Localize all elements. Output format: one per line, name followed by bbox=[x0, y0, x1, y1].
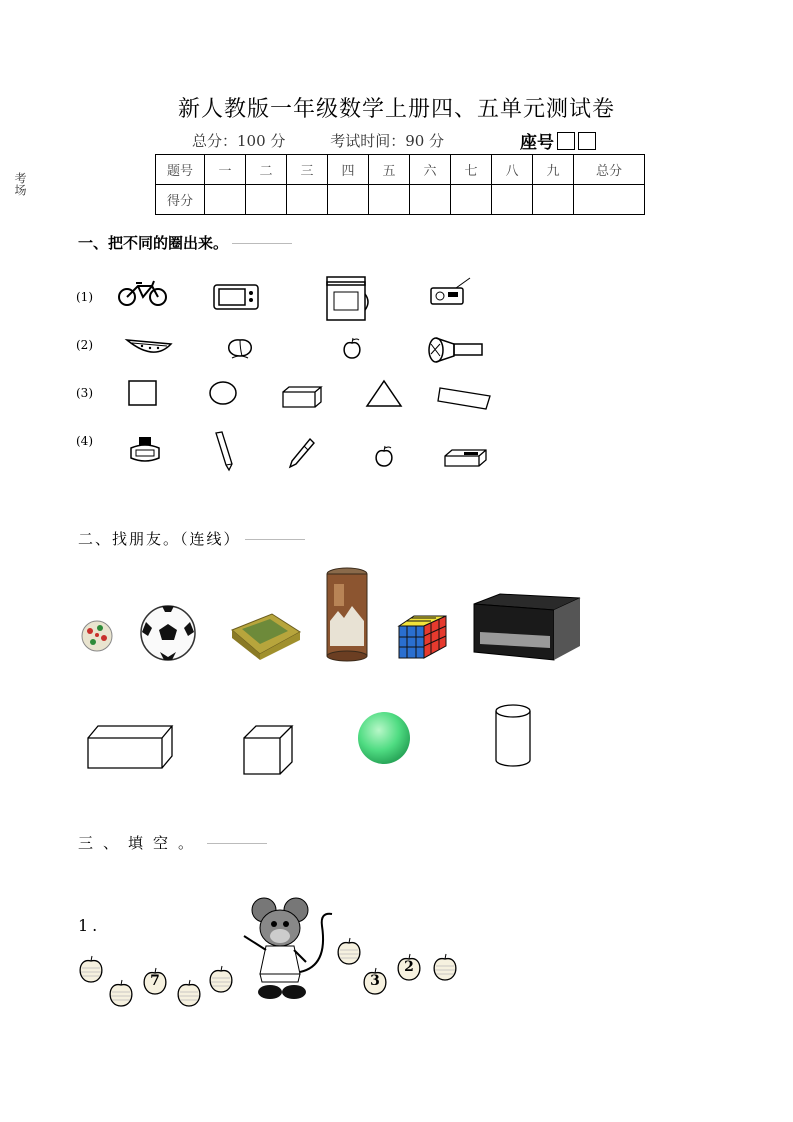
pen-icon[interactable] bbox=[286, 436, 316, 470]
table-cell: 八 bbox=[492, 155, 533, 185]
section1-heading-text: 一、把不同的圈出来。 bbox=[78, 234, 229, 252]
mouse-character-icon bbox=[236, 896, 346, 1006]
score-input-cell[interactable] bbox=[287, 185, 328, 215]
table-cell: 一 bbox=[205, 155, 246, 185]
box-icon[interactable] bbox=[470, 590, 582, 666]
apple-blank-icon[interactable] bbox=[332, 936, 366, 968]
row-label: (1) bbox=[76, 290, 93, 304]
score-input-cell[interactable] bbox=[533, 185, 574, 215]
square-icon[interactable] bbox=[126, 378, 160, 408]
section2-heading bbox=[78, 528, 305, 549]
section3-heading-text: 三、填空。 bbox=[78, 834, 204, 852]
apple-blank-icon[interactable] bbox=[172, 978, 206, 1010]
seat-number bbox=[520, 128, 596, 153]
radio-icon[interactable] bbox=[428, 276, 472, 308]
apple-blank-icon[interactable] bbox=[204, 964, 238, 996]
row-label: (2) bbox=[76, 338, 93, 352]
eraser-icon[interactable] bbox=[442, 446, 492, 470]
rubiks-cube-icon[interactable] bbox=[396, 612, 450, 662]
score-input-cell[interactable] bbox=[369, 185, 410, 215]
apple-blank-icon[interactable] bbox=[104, 978, 138, 1010]
cuboid-shape-icon[interactable] bbox=[84, 722, 176, 772]
section3-heading bbox=[78, 832, 267, 853]
ink-bottle-icon[interactable] bbox=[126, 434, 164, 466]
circle-icon[interactable] bbox=[206, 380, 240, 408]
table-row bbox=[156, 155, 645, 185]
score-input-cell[interactable] bbox=[328, 185, 369, 215]
apple-number-icon[interactable] bbox=[138, 966, 172, 998]
tin-can-icon[interactable] bbox=[324, 566, 370, 664]
watermelon-slice-icon[interactable] bbox=[124, 336, 174, 360]
row-label: (4) bbox=[76, 434, 93, 448]
soccer-ball-icon[interactable] bbox=[138, 602, 198, 664]
sphere-shape-icon[interactable] bbox=[354, 708, 414, 768]
pencil-icon[interactable] bbox=[212, 430, 238, 472]
television-icon[interactable] bbox=[212, 282, 260, 312]
total-score: 总分：100 分 bbox=[192, 132, 286, 150]
side-label: 考场 bbox=[13, 172, 27, 196]
small-ball-icon[interactable] bbox=[80, 618, 114, 654]
table-cell: 四 bbox=[328, 155, 369, 185]
peach-icon[interactable] bbox=[222, 334, 258, 362]
flashlight-icon[interactable] bbox=[426, 334, 490, 366]
apple-blank-icon[interactable] bbox=[74, 954, 108, 986]
triangle-icon[interactable] bbox=[364, 378, 404, 410]
cylinder-shape-icon[interactable] bbox=[492, 702, 534, 770]
question-number: 1. bbox=[78, 916, 102, 935]
section1-heading bbox=[78, 232, 292, 253]
table-cell: 得分 bbox=[156, 185, 205, 215]
table-cell: 六 bbox=[410, 155, 451, 185]
seat-box-1[interactable] bbox=[557, 132, 575, 150]
apple-number-icon[interactable] bbox=[358, 966, 392, 998]
apple-icon[interactable] bbox=[370, 444, 398, 470]
exam-meta bbox=[192, 130, 484, 151]
matchbox-icon[interactable] bbox=[228, 610, 304, 660]
table-cell: 七 bbox=[451, 155, 492, 185]
small-note bbox=[232, 243, 292, 244]
page-title: 新人教版一年级数学上册四、五单元测试卷 bbox=[177, 97, 615, 122]
apple-number: 2 bbox=[404, 959, 414, 975]
table-cell: 总分 bbox=[574, 155, 645, 185]
cuboid-icon[interactable] bbox=[280, 384, 324, 410]
apple-blank-icon[interactable] bbox=[428, 952, 462, 984]
apple-number: 7 bbox=[150, 973, 160, 989]
seat-label: 座号 bbox=[520, 133, 554, 153]
score-input-cell[interactable] bbox=[410, 185, 451, 215]
bicycle-icon[interactable] bbox=[116, 278, 170, 308]
table-row bbox=[156, 185, 645, 215]
washing-machine-icon[interactable] bbox=[324, 274, 372, 322]
score-input-cell[interactable] bbox=[451, 185, 492, 215]
small-note bbox=[245, 539, 305, 540]
score-input-cell[interactable] bbox=[574, 185, 645, 215]
table-cell: 二 bbox=[246, 155, 287, 185]
score-input-cell[interactable] bbox=[492, 185, 533, 215]
section2-heading-text: 二、找朋友。（连线） bbox=[78, 530, 241, 548]
score-input-cell[interactable] bbox=[246, 185, 287, 215]
score-input-cell[interactable] bbox=[205, 185, 246, 215]
rectangle-icon[interactable] bbox=[436, 380, 494, 412]
small-note bbox=[207, 843, 267, 844]
row-label: (3) bbox=[76, 386, 93, 400]
cube-shape-icon[interactable] bbox=[240, 722, 296, 778]
table-cell: 三 bbox=[287, 155, 328, 185]
table-cell: 五 bbox=[369, 155, 410, 185]
score-table bbox=[155, 154, 645, 215]
seat-box-2[interactable] bbox=[578, 132, 596, 150]
apple-number-icon[interactable] bbox=[392, 952, 426, 984]
table-cell: 题号 bbox=[156, 155, 205, 185]
apple-icon[interactable] bbox=[338, 336, 366, 362]
table-cell: 九 bbox=[533, 155, 574, 185]
apple-number: 3 bbox=[370, 973, 380, 989]
exam-time: 考试时间：90 分 bbox=[330, 132, 445, 150]
